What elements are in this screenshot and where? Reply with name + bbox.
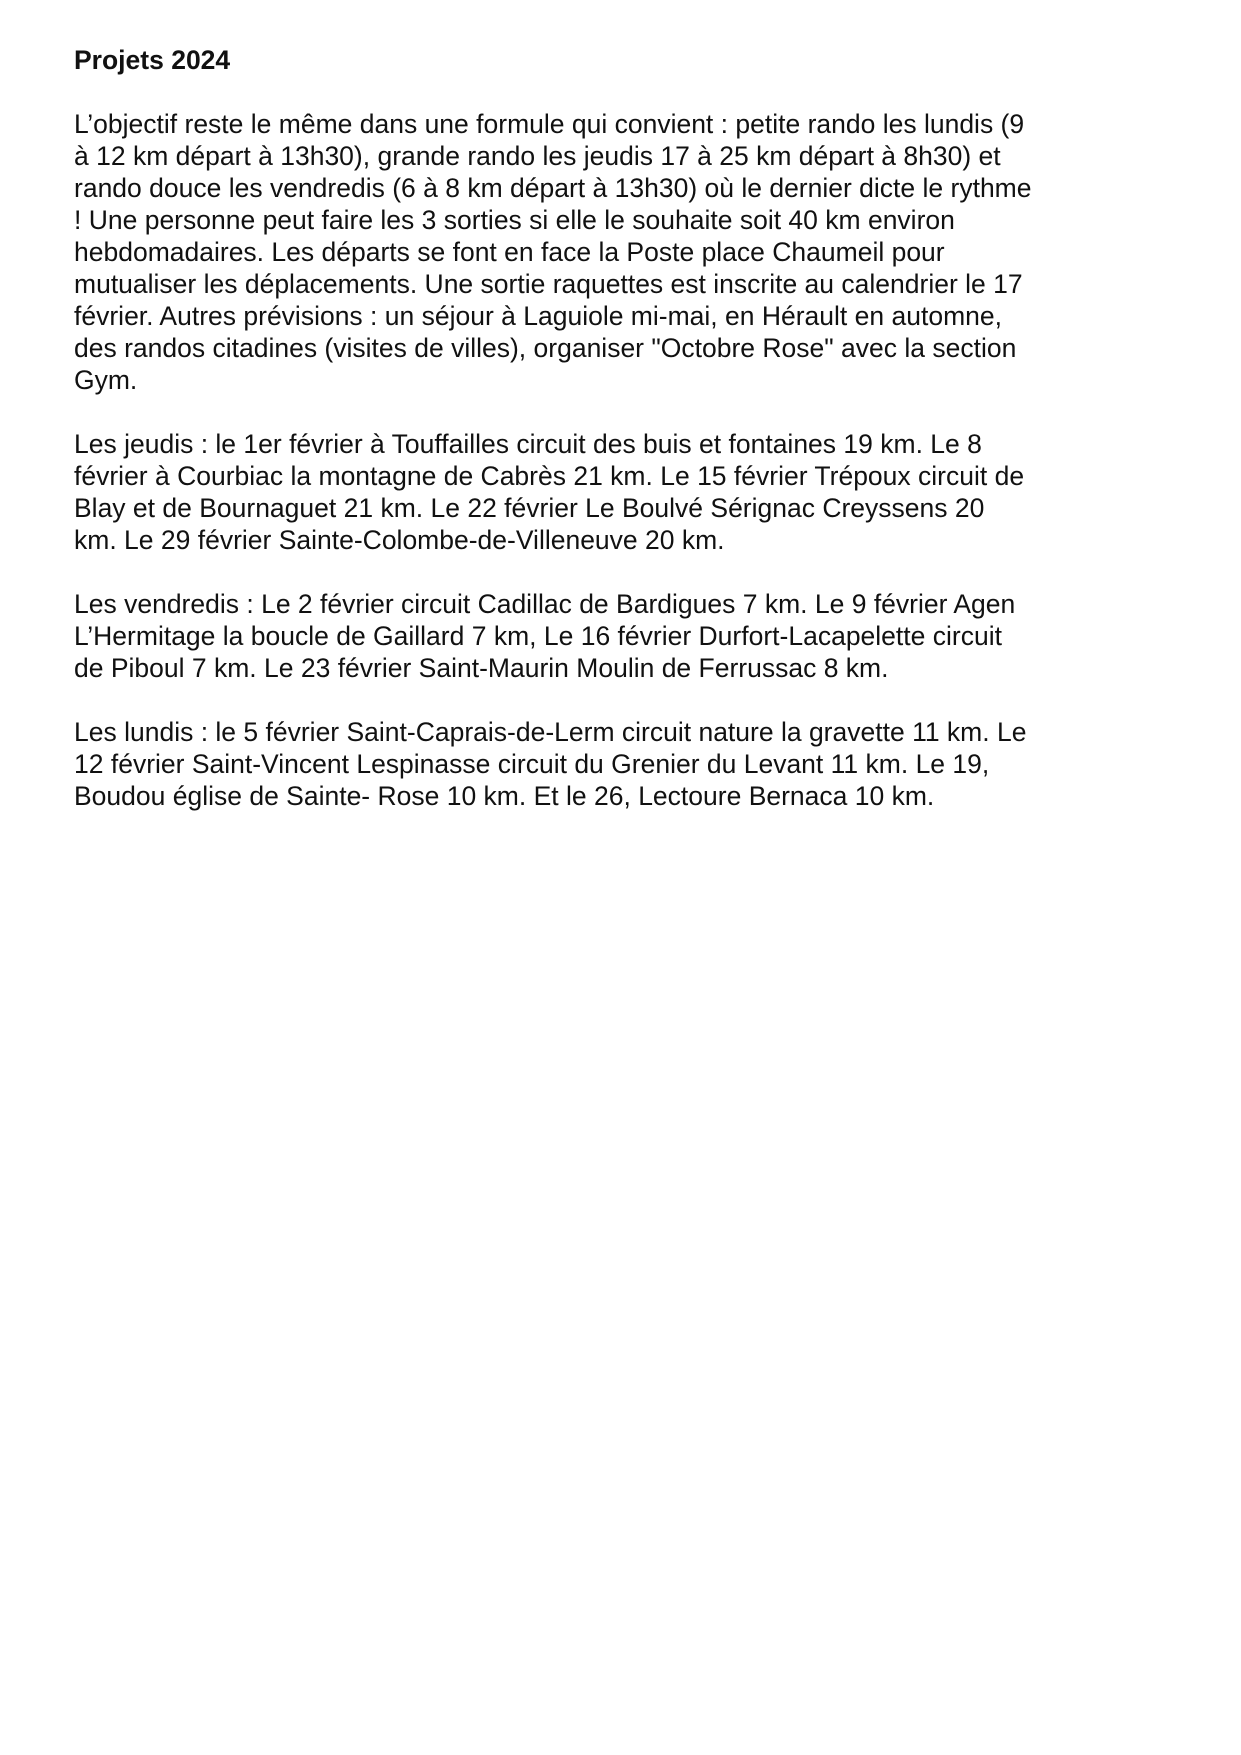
text-line: Les lundis : le 5 février Saint-Caprais-de-Lerm circuit nature la gravette 11 km. Le — [74, 717, 1027, 747]
text-line: février à Courbiac la montagne de Cabrès 21 km. Le 15 février Trépoux circuit de — [74, 461, 1025, 491]
paragraph-objectives — [74, 108, 1114, 396]
paragraph-vendredis — [74, 588, 1114, 684]
text-line: hebdomadaires. Les départs se font en face la Poste place Chaumeil pour — [74, 237, 945, 267]
text-line: L’Hermitage la boucle de Gaillard 7 km, Le 16 février Durfort-Lacapelette circuit — [74, 621, 1002, 651]
text-line: mutualiser les déplacements. Une sortie raquettes est inscrite au calendrier le 17 — [74, 269, 1023, 299]
text-line: Les vendredis : Le 2 février circuit Cadillac de Bardigues 7 km. Le 9 février Agen — [74, 589, 1016, 619]
paragraph-lundis — [74, 716, 1114, 812]
text-line: rando douce les vendredis (6 à 8 km départ à 13h30) où le dernier dicte le rythme — [74, 173, 1032, 203]
text-line: Les jeudis : le 1er février à Touffailles circuit des buis et fontaines 19 km. Le 8 — [74, 429, 982, 459]
paragraph-jeudis — [74, 428, 1114, 556]
text-line: L’objectif reste le même dans une formule qui convient : petite rando les lundis (9 — [74, 109, 1025, 139]
text-line: à 12 km départ à 13h30), grande rando les jeudis 17 à 25 km départ à 8h30) et — [74, 141, 1001, 171]
text-line: des randos citadines (visites de villes), organiser "Octobre Rose" avec la section — [74, 333, 1017, 363]
text-line: Blay et de Bournaguet 21 km. Le 22 février Le Boulvé Sérignac Creyssens 20 — [74, 493, 985, 523]
text-line: février. Autres prévisions : un séjour à Laguiole mi-mai, en Hérault en automne, — [74, 301, 1002, 331]
document-content — [74, 44, 1114, 844]
text-line: km. Le 29 février Sainte-Colombe-de-Villeneuve 20 km. — [74, 525, 725, 555]
document-title: Projets 2024 — [74, 45, 231, 75]
text-line: Gym. — [74, 365, 138, 395]
text-line: 12 février Saint-Vincent Lespinasse circuit du Grenier du Levant 11 km. Le 19, — [74, 749, 990, 779]
text-line: ! Une personne peut faire les 3 sorties si elle le souhaite soit 40 km environ — [74, 205, 955, 235]
text-line: Boudou église de Sainte- Rose 10 km. Et le 26, Lectoure Bernaca 10 km. — [74, 781, 935, 811]
text-line: de Piboul 7 km. Le 23 février Saint-Maurin Moulin de Ferrussac 8 km. — [74, 653, 889, 683]
